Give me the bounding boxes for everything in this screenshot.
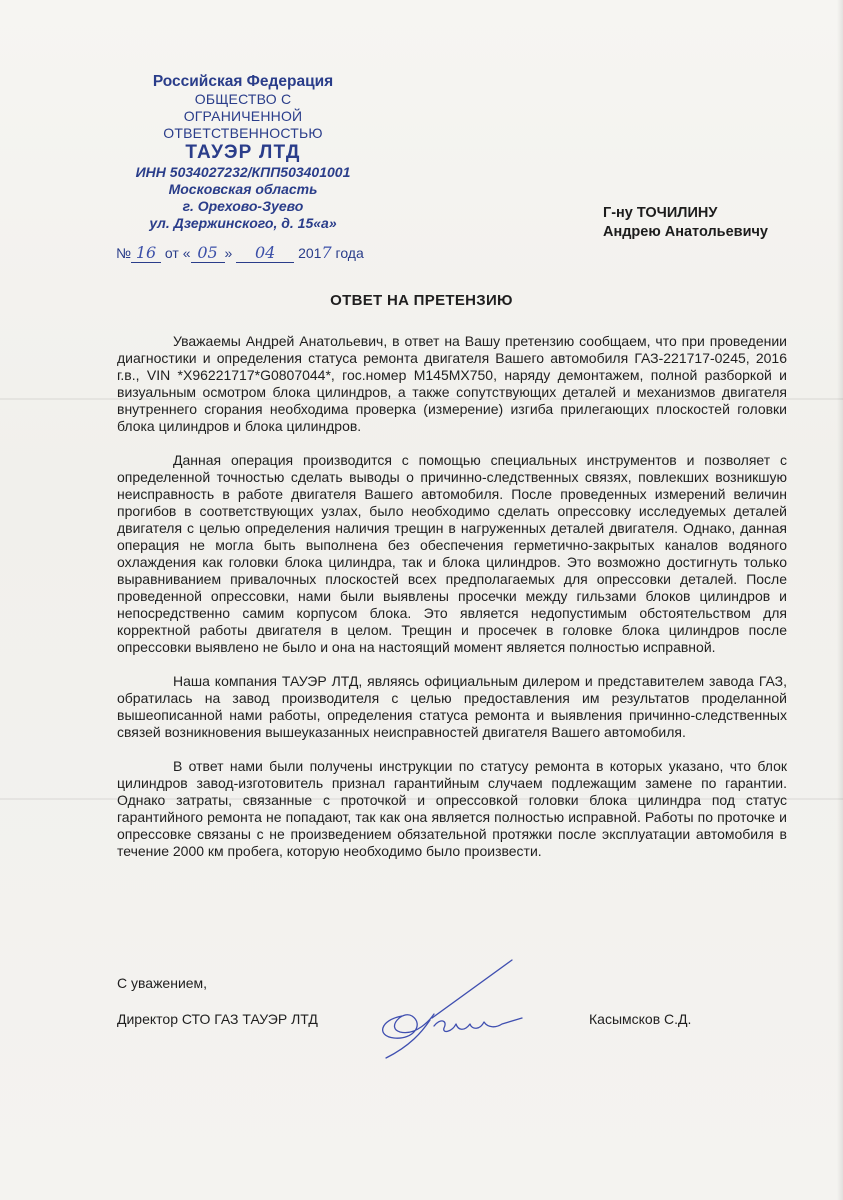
letterhead <box>112 73 374 232</box>
reg-from-label: от « <box>164 245 191 261</box>
letterhead-inn: ИНН 5034027232/КПП503401001 <box>135 164 351 180</box>
reg-day: 05 <box>191 243 225 263</box>
signature-image <box>372 958 532 1068</box>
reg-day-close: » <box>224 245 233 261</box>
paragraph: Данная операция производится с помощью специальных инструментов и позволяет с определенной точностью сделать выводы о причинно-следственных связях, повлекших возникшую неисправность в работе двигателя Вашего автомобиля. После проведенных измерений величин прогибов в соответствующих узлах, было необходимо сделать опрессовку исследуемых деталей двигателя с целью определения наличия трещин в нагруженных деталей двигателя. Однако, данная операция не могла быть выполнена без обеспечения герметично-закрытых каналов водяного охлаждения как головки блока цилиндра, так и блока цилиндров. Это возможно достигнуть только выравниванием привалочных плоскостей всех предполагаемых для опрессовки деталей. После проведенной опрессовки, нами были выявлены просечки между гильзами блоков цилиндров и непосредственно самим корпусом блока. Это является недопустимым обстоятельством для корректной работы двигателя в целом. Трещин и просечек в головке блока цилиндров после опрессовки выявлено не было и она на настоящий момент является полностью исправной. <box>117 452 787 655</box>
letter-body <box>117 333 787 877</box>
reg-year-suffix: года <box>335 245 364 261</box>
reg-no-label: № <box>116 245 132 261</box>
addressee-line: Г-ну ТОЧИЛИНУ <box>603 205 718 221</box>
addressee-line: Андрею Анатольевичу <box>603 224 768 240</box>
director-title: Директор СТО ГАЗ ТАУЭР ЛТД <box>117 1011 318 1027</box>
reg-month: 04 <box>236 243 294 263</box>
letterhead-company: ТАУЭР ЛТД <box>185 142 301 163</box>
letterhead-org-line: ОТВЕТСТВЕННОСТЬЮ <box>163 125 323 141</box>
letterhead-street: ул. Дзержинского, д. 15«а» <box>149 215 337 231</box>
registration-line <box>116 243 386 263</box>
letterhead-org-line: ОБЩЕСТВО С <box>194 91 292 107</box>
closing: С уважением, <box>117 975 208 991</box>
paragraph: Наша компания ТАУЭР ЛТД, являясь официальным дилером и представителем завода ГАЗ, обратилась на завод производителя с целью предоставления им результатов проделанной вышеописанной нами работы, определения статуса ремонта и выявления причинно-следственных связей возникновения вышеуказанных неисправностей двигателя Вашего автомобиля. <box>117 673 787 740</box>
reg-number: 16 <box>131 243 161 263</box>
signer-name: Касымсков С.Д. <box>589 1011 692 1027</box>
reg-year-prefix: 201 <box>298 245 322 261</box>
letterhead-city: г. Орехово-Зуево <box>182 198 304 214</box>
reg-year-digit: 7 <box>321 243 332 262</box>
letterhead-org-line: ОГРАНИЧЕННОЙ <box>183 108 303 124</box>
paper-edge <box>837 0 843 1200</box>
document-title: ОТВЕТ НА ПРЕТЕНЗИЮ <box>330 292 513 309</box>
paragraph: В ответ нами были получены инструкции по статусу ремонта в которых указано, что блок цилиндров завод-изготовитель признал гарантийным случаем подлежащим замене по гарантии. Однако затраты, связанные с проточкой и опрессовкой головки блока цилиндра под статус гарантийного ремонта не попадают, так как она является полностью исправной. Работы по проточке и опрессовке связаны с не произведением обязательной протяжки после эксплуатации автомобиля в течение 2000 км пробега, которую необходимо было произвести. <box>117 758 787 859</box>
letterhead-country: Российская Федерация <box>152 73 334 90</box>
paragraph: Уважаемы Андрей Анатольевич, в ответ на Вашу претензию сообщаем, что при проведении диагностики и определения статуса ремонта двигателя Вашего автомобиля ГАЗ-221717-0245, 2016 г.в., VIN *X96221717*G0807044*, гос.номер М145МХ750, наряду демонтажем, полной разборкой и визуальным осмотром блока цилиндров, а также сопутствующих деталей и механизмов двигателя внутреннего сгорания необходима проверка (измерение) изгиба прилегающих плоскостей головки блока цилиндров и блока цилиндров. <box>117 333 787 434</box>
addressee <box>603 204 823 242</box>
letterhead-region: Московская область <box>168 181 318 197</box>
